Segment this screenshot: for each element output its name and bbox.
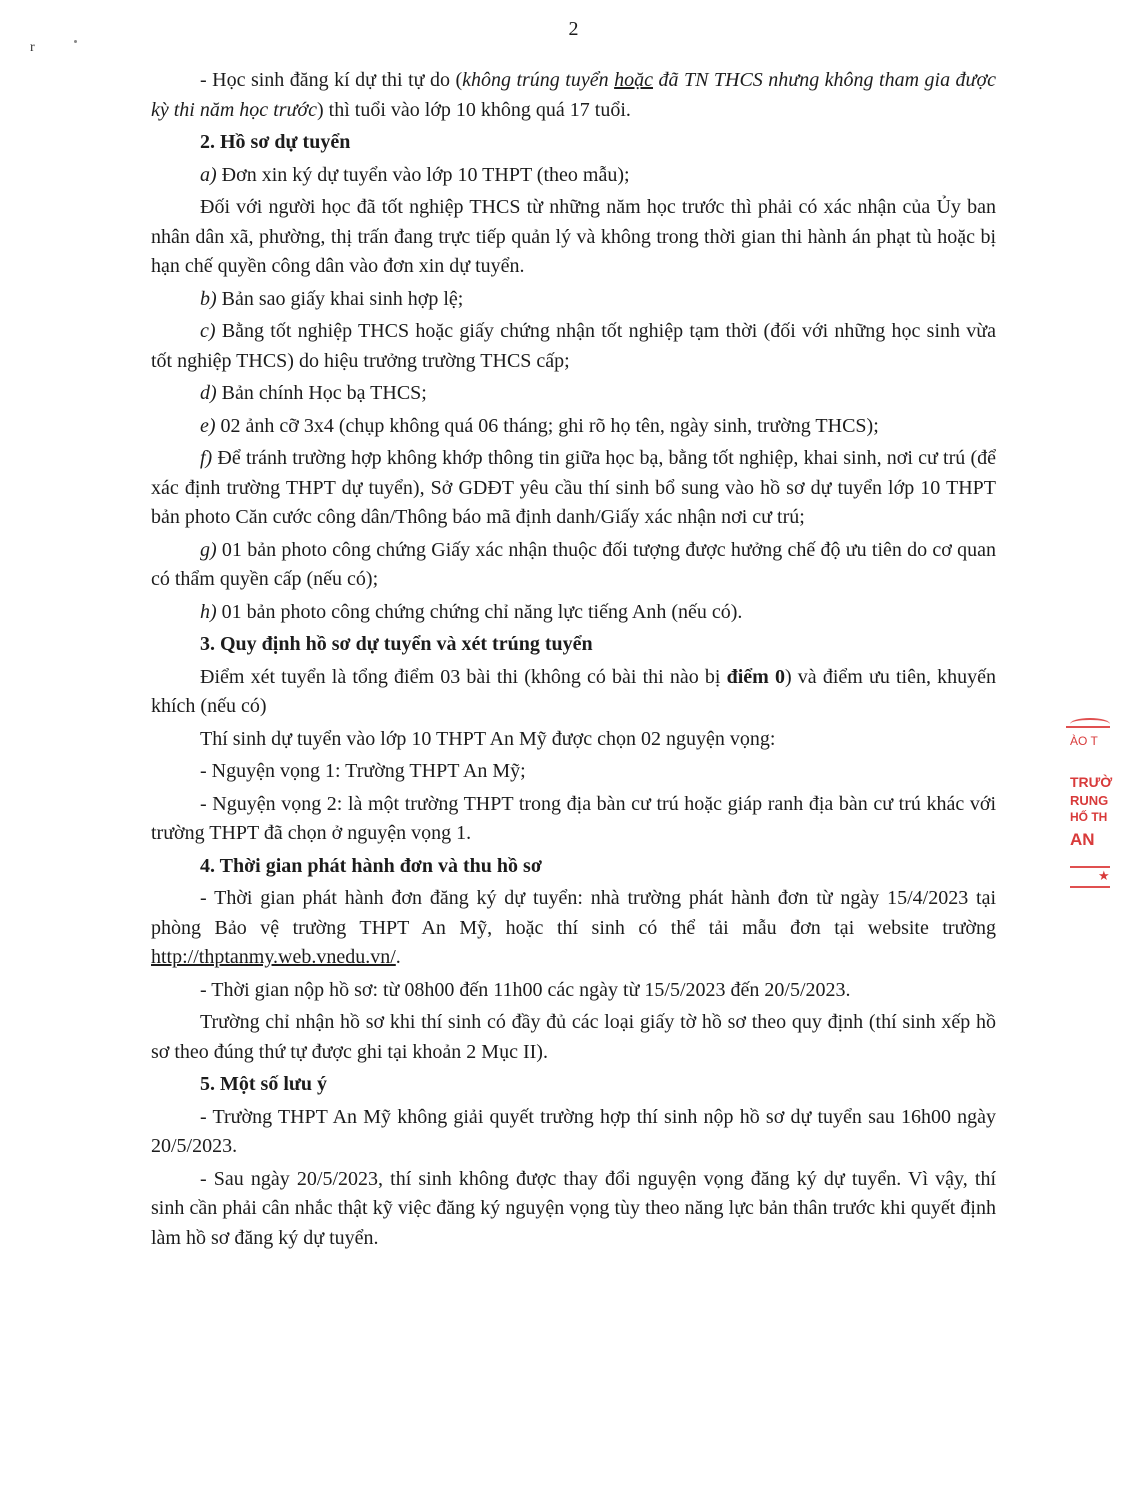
item-b [151,285,996,315]
stamp-border [1070,886,1110,888]
bold-run: điểm 0 [726,665,785,688]
item-text: Đơn xin ký dự tuyển vào lớp 10 THPT (theo mẫu); [216,163,630,186]
stamp-text: TRƯỜ [1070,774,1113,790]
heading-section-3: 3. Quy định hồ sơ dự tuyển và xét trúng tuyển [200,633,593,655]
paragraph-admission-score [151,663,996,722]
italic-run: không trúng tuyển [462,69,615,91]
stamp-text: ÀO T [1070,734,1098,748]
italic-run: đã TN THCS nhưng không tham gia được kỳ thi năm học trước [151,69,997,121]
star-icon: ★ [1098,868,1110,883]
red-stamp-fragment [1064,718,1124,896]
item-text: 01 bản photo công chứng chứng chỉ năng lực tiếng Anh (nếu có). [216,600,743,623]
item-h [151,598,996,628]
item-text: 01 bản photo công chứng Giấy xác nhận thuộc đối tượng được hưởng chế độ ưu tiên do cơ quan có thẩm quyền cấp (nếu có); [151,538,996,590]
item-label: b) [200,287,217,310]
text-run: - Thời gian phát hành đơn đăng ký dự tuyển: nhà trường phát hành đơn từ ngày 15/4/2023 tại phòng Bảo vệ trường THPT An Mỹ, hoặc thí sinh có thể tải mẫu đơn tại website trường [151,887,996,939]
text-run: ) và điểm ưu tiên, khuyến khích (nếu có) [151,665,996,717]
item-text: Bản chính Học bạ THCS; [216,382,427,404]
paragraph-receive-conditions: Trường chỉ nhận hồ sơ khi thí sinh có đầy đủ các loại giấy tờ hồ sơ theo quy định (thí sinh xếp hồ sơ theo đúng thứ tự được ghi tại khoản 2 Mục II). [151,1011,996,1063]
item-a [151,161,996,191]
text-run: . [395,946,401,968]
item-label: d) [200,382,217,404]
item-text: Để tránh trường hợp không khớp thông tin giữa học bạ, bằng tốt nghiệp, khai sinh, nơi cư trú (để xác định trường THPT dự tuyển), Sở GDĐT yêu cầu thí sinh bổ sung vào hồ sơ dự tuyển lớp 10 THPT bản photo Căn cước công dân/Thông báo mã định danh/Giấy xác nhận nơi cư trú; [151,447,996,528]
item-a-note: Đối với người học đã tốt nghiệp THCS từ những năm học trước thì phải có xác nhận của Ủy ban nhân dân xã, phường, thị trấn đang trực tiếp quản lý và không trong thời gian thi hành án phạt tù hoặc bị hạn chế quyền công dân vào đơn xin dự tuyển. [151,196,996,277]
heading-section-5: 5. Một số lưu ý [200,1073,328,1095]
paragraph-aspiration-1: - Nguyện vọng 1: Trường THPT An Mỹ; [200,760,526,782]
item-label: f) [200,447,213,469]
paragraph-aspiration-2: - Nguyện vọng 2: là một trường THPT trong địa bàn cư trú hoặc giáp ranh địa bàn cư trú khác với trường THPT đã chọn ở nguyện vọng 1. [151,792,996,844]
underlined-run: hoặc [614,69,653,91]
item-label: h) [200,600,217,623]
paragraph-note-1: - Trường THPT An Mỹ không giải quyết trường hợp thí sinh nộp hồ sơ dự tuyển sau 16h00 ngày 20/5/2023. [151,1105,996,1157]
paragraph-aspirations: Thí sinh dự tuyển vào lớp 10 THPT An Mỹ được chọn 02 nguyện vọng: [200,727,776,750]
scan-artifact-mark: r [30,40,35,55]
paragraph-submit-time: - Thời gian nộp hồ sơ: từ 08h00 đến 11h00 các ngày từ 15/5/2023 đến 20/5/2023. [200,978,851,1001]
item-g [151,536,996,595]
text-run: Điểm xét tuyển là tổng điểm 03 bài thi (không có bài thi nào bị [200,665,727,688]
website-link[interactable]: http://thptanmy.web.vnedu.vn/ [151,946,396,968]
page-number: 2 [568,18,579,40]
paragraph-issue-time [151,884,996,973]
document-body [151,66,996,1256]
item-text: Bản sao giấy khai sinh hợp lệ; [216,287,464,310]
item-text: Bằng tốt nghiệp THCS hoặc giấy chứng nhận tốt nghiệp tạm thời (đối với những học sinh vừa tốt nghiệp THCS) do hiệu trưởng trường THCS cấp; [151,320,996,372]
item-e [151,412,996,442]
stamp-text: AN [1070,830,1095,849]
item-d [151,379,996,409]
stamp-text: HỐ TH [1070,810,1108,824]
paragraph-note-2: - Sau ngày 20/5/2023, thí sinh không được thay đổi nguyện vọng đăng ký dự tuyển. Vì vậy, thí sinh cần phải cân nhắc thật kỹ việc đăng ký nguyện vọng tùy theo năng lực bản thân trước khi quyết định làm hồ sơ đăng ký dự tuyển. [151,1167,996,1249]
heading-section-4: 4. Thời gian phát hành đơn và thu hồ sơ [200,854,542,877]
item-label: g) [200,538,217,561]
item-c [151,317,996,376]
paragraph-free-candidates [151,66,996,125]
item-f [151,444,996,533]
text-run: ) thì tuổi vào lớp 10 không quá 17 tuổi. [317,98,631,121]
item-text: 02 ảnh cỡ 3x4 (chụp không quá 06 tháng; ghi rõ họ tên, ngày sinh, trường THCS); [215,414,879,437]
item-label: e) [200,414,216,437]
heading-section-2: 2. Hồ sơ dự tuyển [200,131,351,153]
stamp-text: RUNG [1070,793,1109,808]
item-label: c) [200,320,216,342]
item-label: a) [200,163,217,186]
text-run: - Học sinh đăng kí dự thi tự do ( [200,69,463,91]
